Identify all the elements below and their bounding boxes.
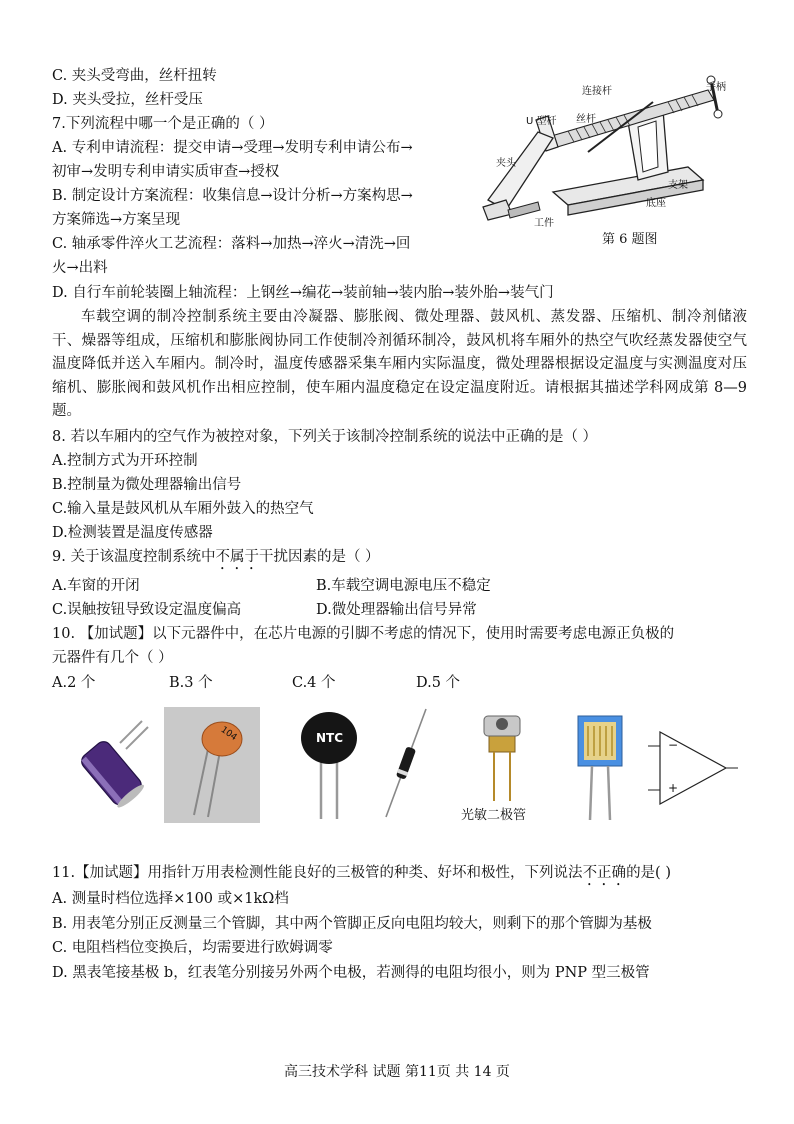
q9-option-b: B.车载空调电源电压不稳定 (316, 578, 491, 594)
q10-stem-line1: 10. 【加试题】以下元器件中，在芯片电源的引脚不考虑的情况下，使用时需要考虑电源正负极的 (52, 626, 675, 642)
q9-option-c: C.误触按钮导致设定温度偏高 (52, 602, 242, 618)
q7-option-a-line2: 初审→发明专利申请实质审查→授权 (52, 164, 280, 180)
q10-stem-line2: 元器件有几个（ ） (52, 650, 173, 666)
q7-option-b-line1: B. 制定设计方案流程：收集信息→设计分析→方案构思→ (52, 188, 413, 204)
q8-option-a: A.控制方式为开环控制 (52, 453, 198, 469)
diode-image (378, 705, 433, 820)
ntc-thermistor-image (289, 705, 369, 821)
label-connecting-rod: 连接杆 (582, 86, 612, 97)
passage-8-9: 车载空调的制冷控制系统主要由冷凝器、膨胀阀、微处理器、鼓风机、蒸发器、压缩机、制冷剂储液干、燥器等组成，压缩机和膨胀阀协同工作使制冷剂循环制冷，鼓风机将车厢外的热空气吹经蒸发器使空气温度降低并送入车厢内。制冷时，温度传感器采集车厢内实际温度，微处理器根据设定温度与实测温度对压缩机、膨胀阀和鼓风机作出相应控制，使车厢内温度稳定在设定温度附近。请根据其描述学科网成第 8—9 题。 (52, 309, 747, 419)
q6-option-c: C. 夹头受弯曲，丝杆扭转 (52, 68, 217, 84)
label-base: 底座 (646, 198, 666, 209)
op-amp-minus: − (668, 738, 679, 752)
q7-option-c-line1: C. 轴承零件淬火工艺流程：落料→加热→淬火→清洗→回 (52, 236, 411, 252)
electrolytic-capacitor-image (80, 713, 150, 813)
ceramic-capacitor-image (164, 707, 260, 823)
humidity-sensor-image (572, 712, 628, 824)
q7-option-b-line2: 方案筛选→方案呈现 (52, 212, 181, 228)
figure-6-clamp (478, 72, 748, 247)
q11-option-b: B. 用表笔分别正反测量三个管脚，其中两个管脚正反向电阻均较大，则剩下的那个管脚为基极 (52, 916, 652, 932)
q11-stem-pre: 11.【加试题】用指针万用表检测性能良好的三极管的种类、好坏和极性，下列说法 (52, 865, 583, 881)
q9-option-a: A.车窗的开闭 (52, 578, 140, 594)
q7-option-c-line2: 火→出料 (52, 260, 108, 276)
photodiode-caption: 光敏二极管 (461, 808, 527, 823)
q6-option-d: D. 夹头受拉，丝杆受压 (52, 92, 203, 108)
label-u-bracket: U 型杆 (526, 116, 557, 127)
q8-stem: 8. 若以车厢内的空气作为被控对象，下列关于该制冷控制系统的说法中正确的是（ ） (52, 429, 598, 445)
label-support: 支架 (668, 180, 688, 191)
label-handle: 手柄 (706, 82, 726, 93)
q7-option-a-line1: A. 专利申请流程：提交申请→受理→发明专利申请公布→ (52, 140, 413, 156)
op-amp-symbol (648, 728, 738, 808)
q8-option-b: B.控制量为微处理器输出信号 (52, 477, 242, 493)
clamp-drawing (478, 72, 748, 222)
label-screw-rod: 丝杆 (576, 114, 596, 125)
q11-option-a: A. 测量时档位选择×100 或×1kΩ档 (52, 891, 289, 907)
q10-option-d: D.5 个 (416, 675, 461, 691)
q9-stem-post: 干扰因素的是（ ） (258, 549, 380, 565)
photodiode-image (461, 708, 537, 826)
figure-6-caption: 第 6 题图 (602, 232, 658, 247)
q9-option-d: D.微处理器输出信号异常 (316, 602, 477, 618)
q8-option-d: D.检测装置是温度传感器 (52, 525, 213, 541)
q11-stem (52, 862, 671, 889)
q10-option-b: B.3 个 (169, 675, 213, 691)
op-amp-plus: + (668, 781, 679, 795)
label-clamp-head: 夹头 (496, 158, 516, 169)
q11-option-c: C. 电阻档档位变换后，均需要进行欧姆调零 (52, 940, 333, 956)
q9-stem-emphasis: 不属于 (215, 549, 259, 565)
q8-option-c: C.输入量是鼓风机从车厢外鼓入的热空气 (52, 501, 314, 517)
q11-stem-emphasis: 不正确 (582, 865, 627, 881)
q7-option-d: D. 自行车前轮装圈上轴流程：上钢丝→编花→装前轴→装内胎→装外胎→装气门 (52, 285, 554, 301)
q7-stem: 7.下列流程中哪一个是正确的（ ） (52, 116, 274, 132)
q10-option-c: C.4 个 (292, 675, 336, 691)
q10-option-a: A.2 个 (52, 675, 96, 691)
ceramic-capacitor-code: 104 (218, 724, 239, 744)
ntc-label: NTC (316, 731, 344, 745)
q9-stem-pre: 9. 关于该温度控制系统中 (52, 549, 216, 565)
q11-stem-post: 的是( ) (626, 865, 671, 881)
q9-stem (52, 546, 380, 573)
label-workpiece: 工件 (534, 218, 554, 229)
page-footer: 高三技术学科 试题 第11页 共 14 页 (284, 1064, 510, 1080)
q11-option-d: D. 黑表笔接基极 b，红表笔分别接另外两个电极，若测得的电阻均很小，则为 PNP 型三极管 (52, 965, 650, 981)
